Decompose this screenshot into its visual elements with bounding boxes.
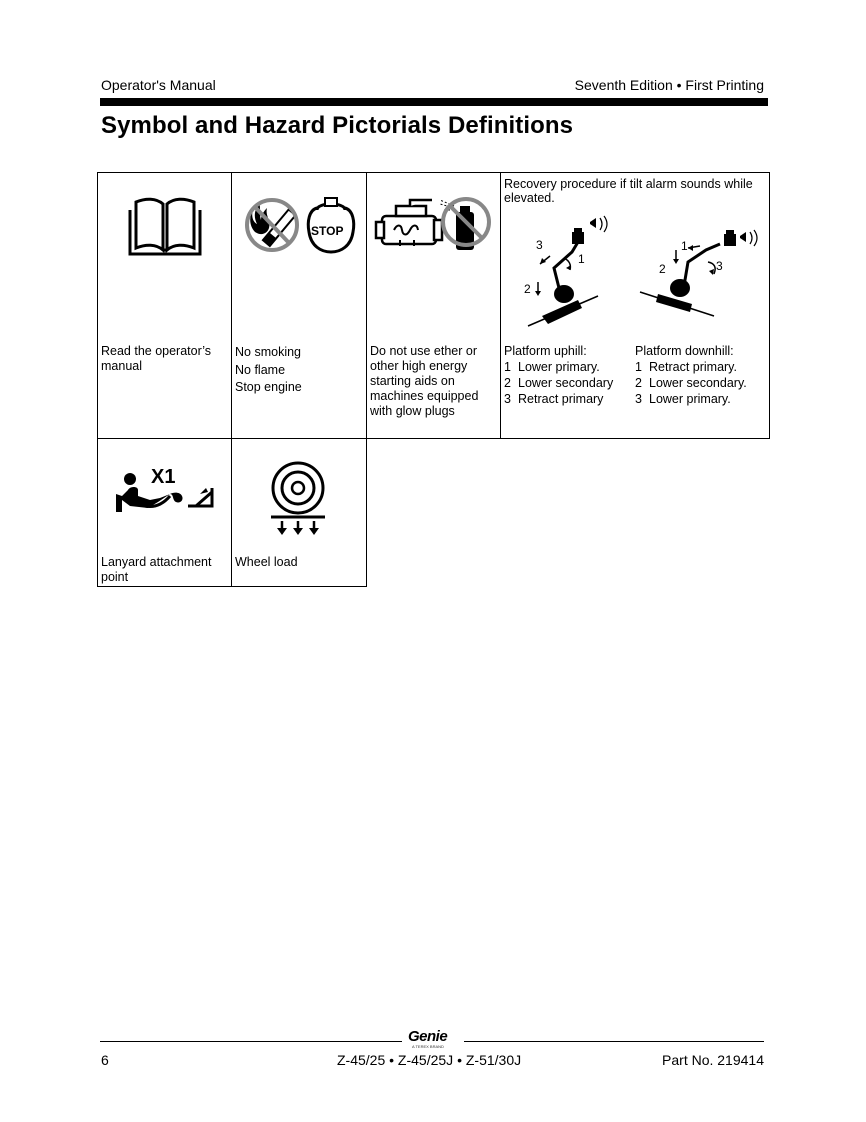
table-border-mid: [97, 438, 770, 439]
footer-rule-left: [100, 1041, 402, 1042]
uphill-step-1: 1 Lower primary.: [504, 360, 600, 374]
lanyard-label: Lanyard attachment point: [101, 555, 212, 584]
genie-logo-tagline: A TEREX BRAND: [412, 1044, 444, 1049]
manual-label: Read the operator’s manual: [101, 344, 212, 373]
table-divider-3: [500, 172, 501, 439]
downhill-step-3: 3 Lower primary.: [635, 392, 731, 406]
header-manual-title: Operator's Manual: [101, 77, 216, 93]
lanyard-icon: [108, 466, 220, 525]
ether-label: Do not use ether or other high energy starting aids on machines equipped with glow plugs: [370, 344, 479, 418]
table-border-left: [97, 172, 98, 587]
table-border-top: [97, 172, 770, 173]
no-ether-icon: [374, 196, 492, 261]
open-book-icon: [126, 196, 204, 263]
header-edition: Seventh Edition • First Printing: [574, 77, 764, 93]
boom-uphill-icon: 3 1 2: [520, 212, 620, 337]
footer-part-number: Part No. 219414: [662, 1052, 764, 1068]
wheel-load-icon: [268, 461, 328, 542]
table-divider-1: [231, 172, 232, 587]
table-border-right: [769, 172, 770, 439]
downhill-step-1: 1 Retract primary.: [635, 360, 737, 374]
footer-rule-right: [464, 1041, 764, 1042]
smoking-label: No smoking No flame Stop engine: [235, 345, 302, 394]
uphill-steps: [504, 343, 613, 407]
uphill-step-3: 3 Retract primary: [504, 392, 604, 406]
recovery-heading: Recovery procedure if tilt alarm sounds while elevated.: [504, 177, 753, 205]
downhill-title: Platform downhill:: [635, 344, 734, 358]
footer-models: Z-45/25 • Z-45/25J • Z-51/30J: [337, 1052, 522, 1068]
boom-downhill-icon: 1 2 3: [636, 222, 766, 327]
uphill-step-2: 2 Lower secondary: [504, 376, 614, 390]
header-rule: [100, 98, 768, 106]
lanyard-badge: X1: [151, 466, 176, 488]
wheel-label: Wheel load: [235, 555, 298, 569]
table-border-bottom: [97, 586, 367, 587]
page-number: 6: [101, 1052, 109, 1068]
no-smoking-stop-icon: STOP: [245, 194, 357, 261]
downhill-step-2: 2 Lower secondary.: [635, 376, 747, 390]
page-title: Symbol and Hazard Pictorials Definitions: [101, 112, 574, 139]
table-divider-2: [366, 172, 367, 587]
genie-logo: Genie: [408, 1028, 448, 1045]
downhill-steps: [635, 343, 747, 407]
uphill-title: Platform uphill:: [504, 344, 587, 358]
